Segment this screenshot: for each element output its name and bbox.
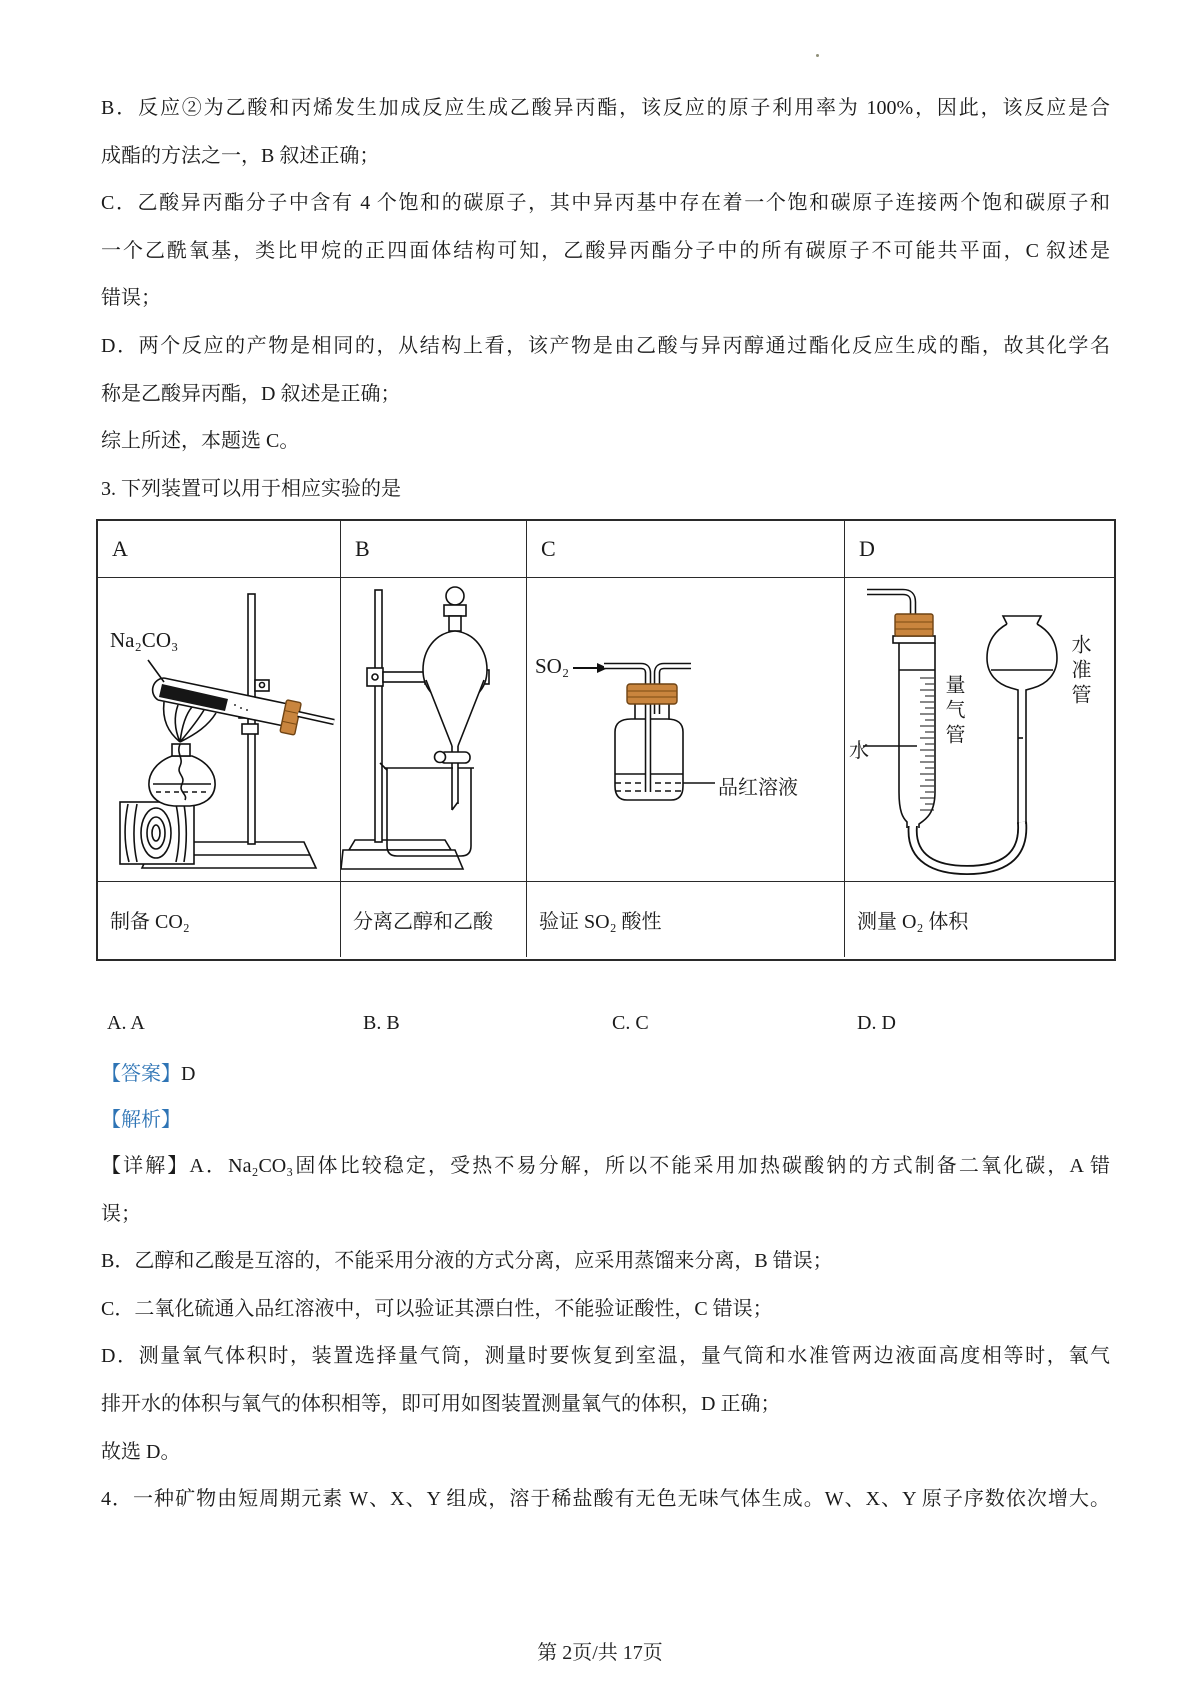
- text-line: 误；: [101, 1202, 141, 1225]
- solution2-block: [101, 85, 1110, 513]
- label-leader-line: [148, 660, 164, 682]
- analysis-line: [101, 1103, 181, 1137]
- text-line: B．乙醇和乙酸是互溶的，不能采用分液的方式分离，应采用蒸馏来分离，B 错误；: [101, 1250, 833, 1273]
- option-d: D. D: [857, 1012, 896, 1034]
- leveling-tube-label: 水准管: [1068, 634, 1090, 709]
- explanation-block: [101, 1143, 1110, 1524]
- apparatus-table: [96, 519, 1116, 961]
- option-b: B. B: [363, 1012, 400, 1034]
- analysis-label: 【解析】: [101, 1109, 181, 1131]
- text-line: 故选 D。: [101, 1440, 181, 1463]
- rubber-stopper: [627, 684, 677, 704]
- apparatus-a-diagram: [98, 578, 339, 880]
- option-a: A. A: [107, 1012, 145, 1034]
- table-header-cell-d: D: [845, 521, 1116, 578]
- leveling-tube: [987, 616, 1057, 824]
- text-line: 成酯的方法之一，B 叙述正确；: [101, 144, 380, 167]
- table-caption-cell-c: 验证 SO₂ 酸性: [527, 882, 845, 957]
- apparatus-c-diagram: [527, 578, 843, 880]
- solution-label: 品红溶液: [718, 777, 798, 799]
- text-line: 一个乙酰氧基，类比甲烷的正四面体结构可知，乙酸异丙酯分子中的所有碳原子不可能共平面，C 叙述是: [101, 239, 1110, 262]
- answer-line: [101, 1057, 195, 1091]
- rubber-stopper: [895, 614, 933, 636]
- text-line: 称是乙酸异丙酯，D 叙述是正确；: [101, 382, 401, 405]
- option-c: C. C: [612, 1012, 649, 1034]
- table-header-cell-c: C: [527, 521, 845, 578]
- delivery-tube: [867, 592, 913, 616]
- gas-tube-label: 量气管: [942, 674, 964, 749]
- answer-label: 【答案】: [101, 1063, 181, 1085]
- rubber-tube: [913, 822, 1023, 870]
- alcohol-lamp: [149, 744, 215, 806]
- text-line: B．反应②为乙酸和丙烯发生加成反应生成乙酸异丙酯，该反应的原子利用率为 100%，因此，该反应是合: [101, 97, 1110, 119]
- measuring-tube: [893, 636, 935, 828]
- question4-stem: 4．一种矿物由短周期元素 W、X、Y 组成，溶于稀盐酸有无色无味气体生成。W、X、Y 原子序数依次增大。: [101, 1488, 1110, 1511]
- text-line: D．两个反应的产物是相同的，从结构上看，该产物是由乙酸与异丙醇通过酯化反应生成的酯，故其化学名: [101, 334, 1110, 357]
- apparatus-cell-b: [341, 578, 527, 882]
- text-line: D．测量氧气体积时，装置选择量气筒，测量时要恢复到室温，量气筒和水准管两边液面高度相等时，氧气: [101, 1345, 1110, 1368]
- apparatus-b-diagram: [341, 578, 525, 880]
- apparatus-cell-d: [845, 578, 1116, 882]
- apparatus-cell-a: [98, 578, 341, 882]
- question3-stem: 3. 下列装置可以用于相应实验的是: [101, 477, 401, 500]
- table-caption-cell-b: 分离乙醇和乙酸: [341, 882, 527, 957]
- water-label: 水: [849, 740, 869, 762]
- table-caption-cell-d: 测量 O₂ 体积: [857, 911, 969, 933]
- text-line: 综上所述，本题选 C。: [101, 430, 300, 453]
- text-line: C．乙酸异丙酯分子中含有 4 个饱和的碳原子，其中异丙基中存在着一个饱和碳原子连接两个饱和碳原子和: [101, 192, 1110, 215]
- wood-block: [120, 802, 194, 864]
- stray-dot: [816, 54, 819, 57]
- page-footer: 第 2页/共 17页: [537, 1642, 663, 1664]
- text-line: C．二氧化硫通入品红溶液中，可以验证其漂白性，不能验证酸性，C 错误；: [101, 1297, 773, 1320]
- answer-value: D: [181, 1063, 196, 1085]
- text-line: 错误；: [101, 287, 161, 310]
- iron-stand: [341, 590, 489, 869]
- table-caption-cell-a: 制备 CO₂: [98, 882, 341, 957]
- reagent-label: Na₂CO₃: [110, 628, 179, 652]
- delivery-tube: [298, 714, 334, 722]
- table-header-cell-a: A: [98, 521, 341, 578]
- apparatus-d-diagram: [845, 578, 1114, 880]
- gas-arrow: [573, 663, 608, 673]
- text-line: 排开水的体积与氧气的体积相等，即可用如图装置测量氧气的体积，D 正确；: [101, 1392, 781, 1415]
- text-line: 【详解】A．Na₂CO₃固体比较稳定，受热不易分解，所以不能采用加热碳酸钠的方式制备二氧化碳，A 错: [101, 1155, 1110, 1177]
- table-header-cell-b: B: [341, 521, 527, 578]
- gas-label: SO₂: [535, 654, 570, 678]
- apparatus-cell-c: [527, 578, 845, 882]
- separating-funnel: [423, 587, 487, 810]
